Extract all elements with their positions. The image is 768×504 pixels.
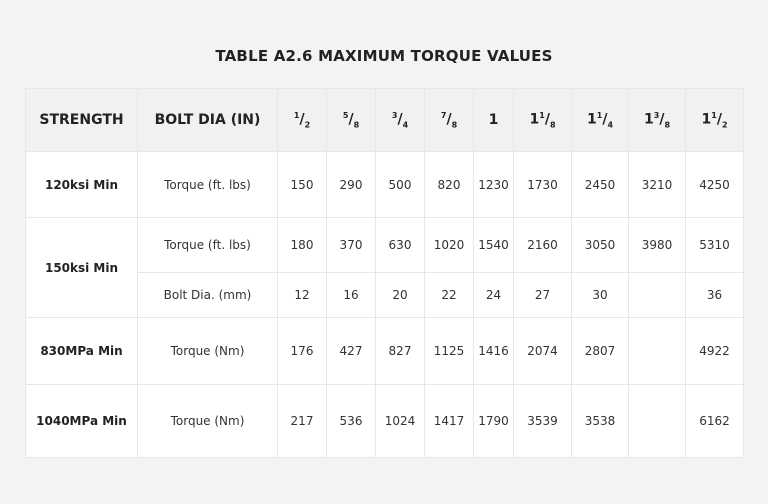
header-size: $^7/_8$ bbox=[425, 89, 474, 152]
header-size: $1^1/_4$ bbox=[572, 89, 629, 152]
value-cell: 27 bbox=[514, 273, 572, 318]
value-cell bbox=[629, 273, 686, 318]
value-cell: 180 bbox=[278, 218, 327, 273]
value-cell: 24 bbox=[474, 273, 514, 318]
value-cell: 370 bbox=[327, 218, 376, 273]
value-cell: 217 bbox=[278, 385, 327, 458]
header-row bbox=[26, 89, 744, 152]
header-size: $^1/_2$ bbox=[278, 89, 327, 152]
desc-cell: Bolt Dia. (mm) bbox=[138, 273, 278, 318]
value-cell: 630 bbox=[376, 218, 425, 273]
value-cell: 30 bbox=[572, 273, 629, 318]
value-cell: 3210 bbox=[629, 152, 686, 218]
header-size: $^5/_8$ bbox=[327, 89, 376, 152]
value-cell: 500 bbox=[376, 152, 425, 218]
value-cell: 16 bbox=[327, 273, 376, 318]
value-cell: 3538 bbox=[572, 385, 629, 458]
value-cell bbox=[629, 385, 686, 458]
value-cell: 2450 bbox=[572, 152, 629, 218]
value-cell: 1790 bbox=[474, 385, 514, 458]
value-cell: 1230 bbox=[474, 152, 514, 218]
value-cell: 36 bbox=[686, 273, 744, 318]
value-cell: 290 bbox=[327, 152, 376, 218]
desc-cell: Torque (ft. lbs) bbox=[138, 218, 278, 273]
table-title: TABLE A2.6 MAXIMUM TORQUE VALUES bbox=[215, 47, 553, 65]
value-cell: 22 bbox=[425, 273, 474, 318]
header-strength: STRENGTH bbox=[26, 89, 138, 152]
header-size: $1^1/_8$ bbox=[514, 89, 572, 152]
value-cell: 3980 bbox=[629, 218, 686, 273]
header-size: $1^3/_8$ bbox=[629, 89, 686, 152]
value-cell: 1730 bbox=[514, 152, 572, 218]
value-cell: 12 bbox=[278, 273, 327, 318]
value-cell: 827 bbox=[376, 318, 425, 385]
table-row bbox=[26, 318, 744, 385]
value-cell: 4922 bbox=[686, 318, 744, 385]
value-cell: 1020 bbox=[425, 218, 474, 273]
strength-cell: 150ksi Min bbox=[26, 218, 138, 318]
value-cell: 2160 bbox=[514, 218, 572, 273]
value-cell: 176 bbox=[278, 318, 327, 385]
value-cell: 427 bbox=[327, 318, 376, 385]
value-cell: 2074 bbox=[514, 318, 572, 385]
value-cell: 536 bbox=[327, 385, 376, 458]
value-cell: 5310 bbox=[686, 218, 744, 273]
header-size: $1^1/_2$ bbox=[686, 89, 744, 152]
torque-table bbox=[25, 88, 744, 458]
value-cell: 820 bbox=[425, 152, 474, 218]
table-row bbox=[26, 218, 744, 273]
value-cell: 150 bbox=[278, 152, 327, 218]
value-cell bbox=[629, 318, 686, 385]
table-row bbox=[26, 152, 744, 218]
strength-cell: 1040MPa Min bbox=[26, 385, 138, 458]
desc-cell: Torque (ft. lbs) bbox=[138, 152, 278, 218]
value-cell: 6162 bbox=[686, 385, 744, 458]
value-cell: 2807 bbox=[572, 318, 629, 385]
value-cell: 20 bbox=[376, 273, 425, 318]
value-cell: 1417 bbox=[425, 385, 474, 458]
strength-cell: 120ksi Min bbox=[26, 152, 138, 218]
value-cell: 1024 bbox=[376, 385, 425, 458]
value-cell: 1125 bbox=[425, 318, 474, 385]
value-cell: 1416 bbox=[474, 318, 514, 385]
value-cell: 4250 bbox=[686, 152, 744, 218]
value-cell: 3050 bbox=[572, 218, 629, 273]
desc-cell: Torque (Nm) bbox=[138, 385, 278, 458]
strength-cell: 830MPa Min bbox=[26, 318, 138, 385]
header-size: $^3/_4$ bbox=[376, 89, 425, 152]
table-row bbox=[26, 385, 744, 458]
header-bolt-dia: BOLT DIA (IN) bbox=[138, 89, 278, 152]
desc-cell: Torque (Nm) bbox=[138, 318, 278, 385]
value-cell: 3539 bbox=[514, 385, 572, 458]
value-cell: 1540 bbox=[474, 218, 514, 273]
header-size: 1 bbox=[474, 89, 514, 152]
